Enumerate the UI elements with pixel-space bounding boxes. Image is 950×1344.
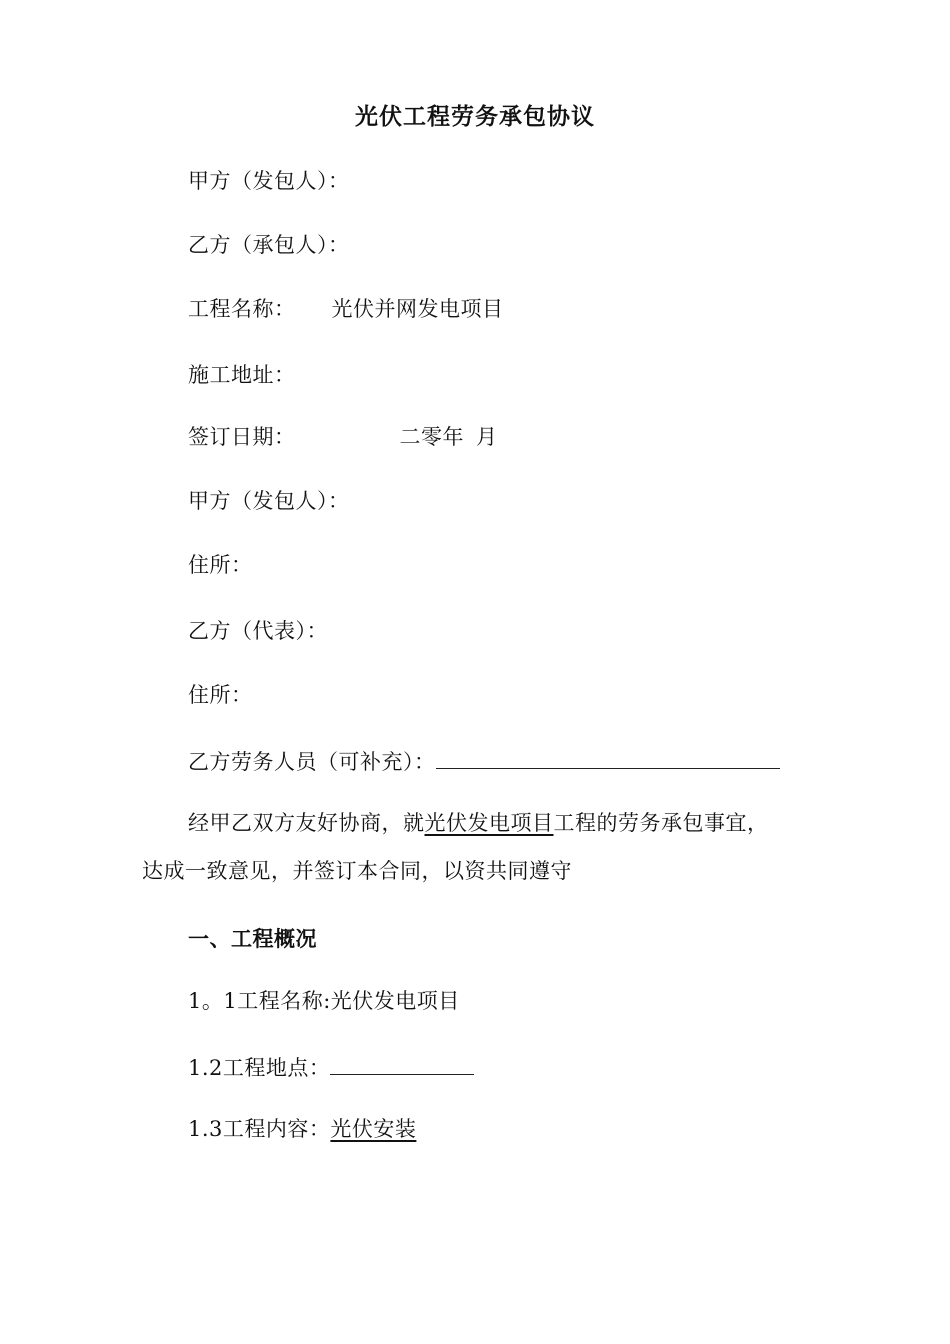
sign-date-year: 二零年 (399, 425, 464, 449)
item-1-3 (188, 1116, 416, 1142)
item-1-2-label: 1.2工程地点： (188, 1056, 331, 1080)
labor-label: 乙方劳务人员（可补充）： (188, 750, 436, 774)
labor-blank-underline (436, 748, 780, 769)
item-1-2-blank-underline (330, 1054, 474, 1075)
section-heading-1: 一、工程概况 (188, 926, 317, 951)
address-line-1: 住所： (188, 553, 253, 577)
document-title: 光伏工程劳务承包协议 (355, 103, 595, 130)
project-name-value: 光伏并网发电项目 (331, 297, 504, 321)
item-1-1: 1。1工程名称:光伏发电项目 (188, 989, 460, 1013)
project-name-line (188, 296, 504, 322)
labor-line (188, 748, 780, 775)
intro-project-underlined: 光伏发电项目 (424, 811, 554, 835)
item-1-3-value: 光伏安装 (330, 1117, 417, 1141)
address-line-2: 住所： (188, 683, 253, 707)
sign-date-label: 签订日期： (188, 425, 296, 449)
intro-line-1 (188, 810, 769, 836)
item-1-3-label: 1.3工程内容： (188, 1117, 331, 1141)
sign-date-line (188, 424, 498, 450)
intro-part1: 经甲乙双方友好协商，就 (188, 811, 425, 835)
party-a-line-1: 甲方（发包人）： (188, 169, 350, 193)
sign-date-month: 月 (476, 425, 498, 449)
intro-line-2: 达成一致意见，并签订本合同，以资共同遵守 (142, 859, 572, 883)
project-name-label: 工程名称： (188, 297, 296, 321)
party-b-rep-line: 乙方（代表）： (188, 619, 328, 643)
site-line: 施工地址： (188, 363, 296, 387)
party-b-line-1: 乙方（承包人）： (188, 233, 350, 257)
item-1-2 (188, 1054, 474, 1081)
intro-part2: 工程的劳务承包事宜， (553, 811, 769, 835)
party-a-line-2: 甲方（发包人）： (188, 489, 350, 513)
